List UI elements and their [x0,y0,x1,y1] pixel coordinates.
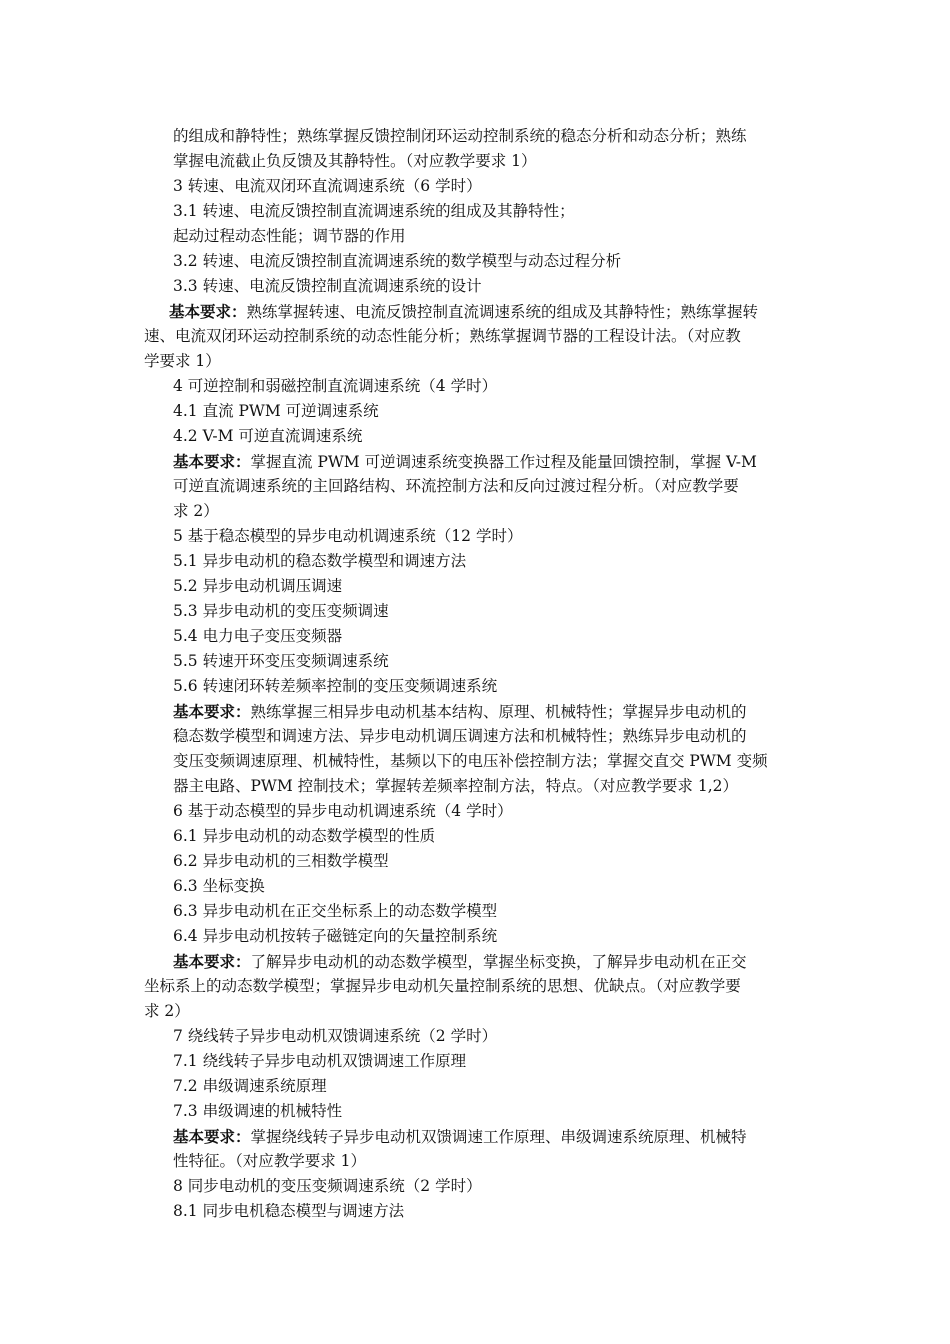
requirement-line: 基本要求：掌握直流 PWM 可逆调速系统变换器工作过程及能量回馈控制，掌握 V-M [173,452,757,471]
requirement-line: 坐标系上的动态数学模型；掌握异步电动机矢量控制系统的思想、优缺点。（对应教学要 [144,977,741,995]
requirement-line: 稳态数学模型和调速方法、异步电动机调压调速方法和机械特性；熟练异步电动机的 [173,727,747,745]
subsection-item: 起动过程动态性能；调节器的作用 [173,227,406,245]
text-line: 的组成和静特性；熟练掌握反馈控制闭环运动控制系统的稳态分析和动态分析；熟练 [173,127,747,145]
subsection-item: 6.1 异步电动机的动态数学模型的性质 [173,827,436,845]
subsection-item: 3.1 转速、电流反馈控制直流调速系统的组成及其静特性； [173,202,575,220]
requirement-line: 基本要求：了解异步电动机的动态数学模型，掌握坐标变换，了解异步电动机在正交 [173,952,747,971]
requirement-line: 器主电路、PWM 控制技术；掌握转差频率控制方法，特点。（对应教学要求 1,2） [173,777,738,795]
subsection-item: 3.2 转速、电流反馈控制直流调速系统的数学模型与动态过程分析 [173,252,622,270]
subsection-item: 6.4 异步电动机按转子磁链定向的矢量控制系统 [173,927,498,945]
subsection-item: 6.3 异步电动机在正交坐标系上的动态数学模型 [173,902,498,920]
requirement-line: 求 2） [173,502,219,520]
subsection-item: 5.4 电力电子变压变频器 [173,627,343,645]
requirement-line: 基本要求：掌握绕线转子异步电动机双馈调速工作原理、串级调速系统原理、机械特 [173,1127,747,1146]
requirement-line: 学要求 1） [144,352,221,370]
document-body [144,124,808,1224]
section-heading: 6 基于动态模型的异步电动机调速系统（4 学时） [173,802,513,820]
section-heading: 3 转速、电流双闭环直流调速系统（6 学时） [173,177,482,195]
requirement-line: 基本要求：熟练掌握三相异步电动机基本结构、原理、机械特性；掌握异步电动机的 [173,702,747,721]
subsection-item: 8.1 同步电机稳态模型与调速方法 [173,1202,405,1220]
text-line: 掌握电流截止负反馈及其静特性。（对应教学要求 1） [173,152,537,170]
subsection-item: 5.3 异步电动机的变压变频调速 [173,602,389,620]
requirement-label: 基本要求： [169,302,247,321]
requirement-line: 变压变频调速原理、机械特性，基频以下的电压补偿控制方法；掌握交直交 PWM 变频 [173,752,768,770]
requirement-line: 性特征。（对应教学要求 1） [173,1152,367,1170]
requirement-label: 基本要求： [173,702,251,721]
requirement-label: 基本要求： [173,952,251,971]
subsection-item: 4.2 V-M 可逆直流调速系统 [173,427,363,445]
requirement-line: 求 2） [144,1002,190,1020]
subsection-item: 7.2 串级调速系统原理 [173,1077,327,1095]
subsection-item: 5.6 转速闭环转差频率控制的变压变频调速系统 [173,677,498,695]
section-heading: 5 基于稳态模型的异步电动机调速系统（12 学时） [173,527,523,545]
subsection-item: 5.5 转速开环变压变频调速系统 [173,652,389,670]
requirement-label: 基本要求： [173,1127,251,1146]
section-heading: 4 可逆控制和弱磁控制直流调速系统（4 学时） [173,377,498,395]
requirement-line: 速、电流双闭环运动控制系统的动态性能分析；熟练掌握调节器的工程设计法。（对应教 [144,327,741,345]
subsection-item: 4.1 直流 PWM 可逆调速系统 [173,402,379,420]
requirement-line: 可逆直流调速系统的主回路结构、环流控制方法和反向过渡过程分析。（对应教学要 [173,477,739,495]
requirement-line: 基本要求：熟练掌握转速、电流反馈控制直流调速系统的组成及其静特性；熟练掌握转 [169,302,759,321]
section-heading: 8 同步电动机的变压变频调速系统（2 学时） [173,1177,482,1195]
section-heading: 7 绕线转子异步电动机双馈调速系统（2 学时） [173,1027,498,1045]
subsection-item: 5.2 异步电动机调压调速 [173,577,343,595]
subsection-item: 7.3 串级调速的机械特性 [173,1102,343,1120]
subsection-item: 3.3 转速、电流反馈控制直流调速系统的设计 [173,277,482,295]
subsection-item: 7.1 绕线转子异步电动机双馈调速工作原理 [173,1052,467,1070]
subsection-item: 5.1 异步电动机的稳态数学模型和调速方法 [173,552,467,570]
subsection-item: 6.3 坐标变换 [173,877,265,895]
requirement-label: 基本要求： [173,452,251,471]
subsection-item: 6.2 异步电动机的三相数学模型 [173,852,389,870]
